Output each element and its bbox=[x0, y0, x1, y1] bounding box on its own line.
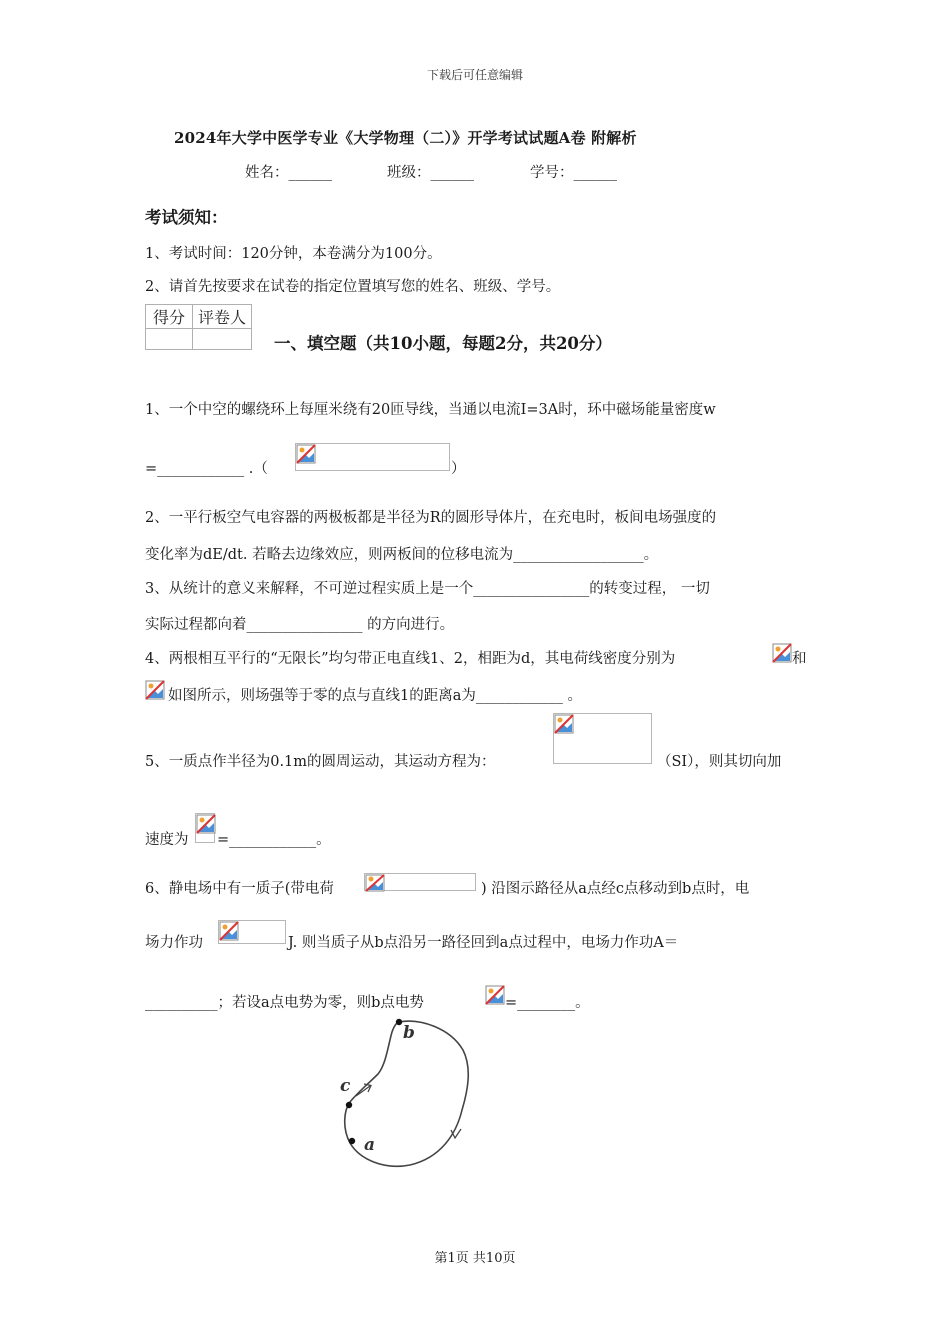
question-5-line-1a: 5、一质点作半径为0.1m的圆周运动，其运动方程为： bbox=[145, 754, 496, 770]
question-6-line-2b: J. 则当质子从b点沿另一路径回到a点过程中，电场力作功A＝ bbox=[288, 935, 679, 951]
question-6-line-1a: 6、静电场中有一质子(带电荷 bbox=[145, 881, 334, 897]
question-4-line-2: 如图所示，则场强等于零的点与直线1的距离a为____________ 。 bbox=[168, 688, 582, 704]
class-field: 班级：______ bbox=[387, 165, 474, 181]
broken-image-icon bbox=[772, 643, 792, 663]
page-footer: 第1页 共10页 bbox=[434, 1251, 516, 1266]
broken-image-icon bbox=[195, 813, 215, 843]
broken-image-icon bbox=[218, 920, 286, 944]
broken-image-icon bbox=[364, 873, 476, 891]
label-b: b bbox=[403, 1023, 415, 1043]
section-title: 一、填空题（共10小题，每题2分，共20分） bbox=[274, 334, 612, 353]
notice-item: 2、请首先按要求在试卷的指定位置填写您的姓名、班级、学号。 bbox=[145, 279, 561, 295]
broken-image-icon bbox=[485, 985, 503, 1005]
question-3-line-1: 3、从统计的意义来解释，不可逆过程实质上是一个________________的转变过程， 一切 bbox=[145, 581, 710, 597]
electric-path-figure bbox=[320, 1010, 480, 1180]
point-b bbox=[396, 1019, 402, 1025]
broken-image-icon bbox=[295, 443, 450, 471]
broken-image-icon bbox=[145, 680, 165, 700]
score-header: 得分 bbox=[146, 305, 193, 329]
score-cell bbox=[146, 329, 193, 350]
label-c: c bbox=[340, 1076, 351, 1096]
question-6-line-2a: 场力作功 bbox=[145, 935, 203, 951]
point-a bbox=[349, 1138, 355, 1144]
question-6-line-1b: ) 沿图示路径从a点经c点移动到b点时，电 bbox=[481, 881, 750, 897]
question-3-line-2: 实际过程都向着________________ 的方向进行。 bbox=[145, 617, 455, 633]
notice-heading: 考试须知： bbox=[145, 208, 228, 227]
score-table bbox=[145, 304, 252, 350]
question-1-line-2a: =____________ .（ bbox=[145, 461, 268, 477]
grader-header: 评卷人 bbox=[193, 305, 252, 329]
notice-item: 1、考试时间：120分钟，本卷满分为100分。 bbox=[145, 246, 442, 262]
question-6-line-3b: =________。 bbox=[505, 995, 590, 1011]
question-5-line-1b: （SI），则其切向加 bbox=[657, 754, 782, 770]
question-2-line-2: 变化率为dE/dt. 若略去边缘效应，则两板间的位移电流为__________________。 bbox=[145, 547, 659, 563]
question-1-line-1: 1、一个中空的螺绕环上每厘米绕有20匝导线，当通以电流I=3A时，环中磁场能量密度w bbox=[145, 402, 716, 418]
name-field: 姓名：______ bbox=[245, 165, 332, 181]
header-note: 下载后可任意编辑 bbox=[426, 68, 523, 82]
question-5-line-2a: 速度为 bbox=[145, 832, 189, 848]
broken-image-icon bbox=[553, 713, 652, 764]
label-a: a bbox=[364, 1135, 376, 1155]
question-6-line-3a: __________；若设a点电势为零，则b点电势 bbox=[145, 995, 424, 1011]
question-4-line-1b: 和 bbox=[792, 651, 807, 667]
question-5-line-2b: =____________。 bbox=[217, 832, 331, 848]
grader-cell bbox=[193, 329, 252, 350]
question-2-line-1: 2、一平行板空气电容器的两极板都是半径为R的圆形导体片，在充电时，板间电场强度的 bbox=[145, 510, 717, 526]
point-c bbox=[346, 1102, 352, 1108]
student-id-field: 学号：______ bbox=[530, 165, 617, 181]
exam-title: 2024年大学中医学专业《大学物理（二）》开学考试试题A卷 附解析 bbox=[174, 129, 637, 147]
question-1-line-2b: ） bbox=[451, 461, 466, 477]
question-4-line-1a: 4、两根相互平行的“无限长”均匀带正电直线1、2，相距为d，其电荷线密度分别为 bbox=[145, 651, 676, 667]
